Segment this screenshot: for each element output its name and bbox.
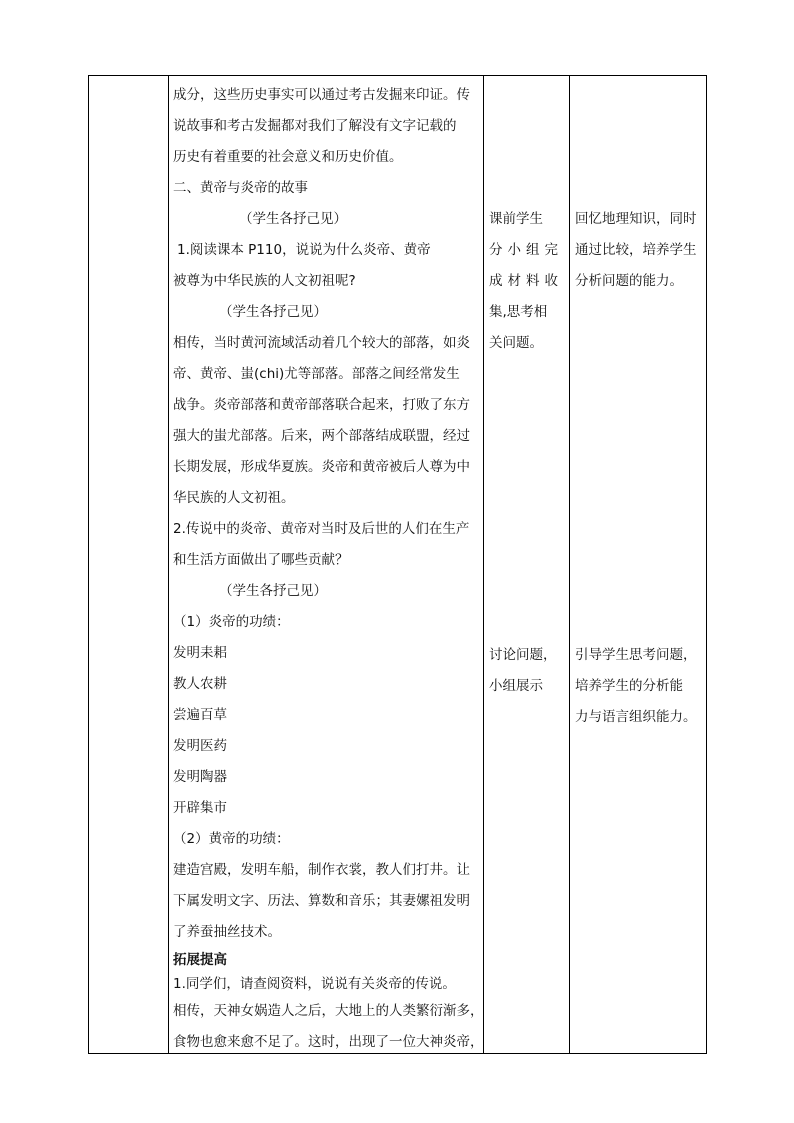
activity-line: 小组展示 (489, 678, 543, 694)
question-line: 和生活方面做出了哪些贡献？ (173, 552, 349, 568)
goal-line: 力与语言组织能力。 (575, 709, 697, 725)
list-item: 教人农耕 (173, 676, 227, 692)
content-line: 相传，天神女娲造人之后，大地上的人类繁衍渐多， (173, 1003, 484, 1019)
section-heading: 拓展提高 (173, 952, 227, 968)
goal-line: 分析问题的能力。 (575, 273, 683, 289)
content-line: 食物也愈来愈不足了。这时，出现了一位大神炎帝， (173, 1034, 484, 1050)
question-line: 1.同学们，请查阅资料，说说有关炎帝的传说。 (173, 976, 456, 992)
content-line: 长期发展，形成华夏族。炎帝和黄帝被后人尊为中 (173, 459, 470, 475)
content-line: 相传，当时黄河流域活动着几个较大的部落，如炎 (173, 335, 470, 351)
content-line: （学生各抒己见） (219, 304, 327, 320)
teaching-content-cell (173, 80, 484, 1058)
subheading: （2）黄帝的功绩： (173, 831, 290, 847)
column-divider (483, 76, 484, 1053)
goal-line: 回忆地理知识，同时 (575, 211, 697, 227)
activity-line: 成材料收 (489, 273, 563, 289)
student-activity-cell (489, 640, 565, 702)
activity-line: 课前学生 (489, 211, 543, 227)
content-line: 战争。炎帝部落和黄帝部落联合起来，打败了东方 (173, 397, 470, 413)
subheading: （1）炎帝的功绩： (173, 614, 290, 630)
column-divider (569, 76, 570, 1053)
lesson-table (88, 75, 707, 1054)
activity-line: 分小组完 (489, 242, 563, 258)
content-line: 华民族的人文初祖。 (173, 490, 295, 506)
section-heading: 二、黄帝与炎帝的故事 (173, 180, 308, 196)
content-line: （学生各抒己见） (239, 211, 347, 227)
goal-line: 通过比较，培养学生 (575, 242, 697, 258)
list-item: 发明耒耜 (173, 645, 227, 661)
content-line: （学生各抒己见） (219, 583, 327, 599)
list-item: 开辟集市 (173, 800, 227, 816)
list-item: 发明陶器 (173, 769, 227, 785)
content-line: 说故事和考古发掘都对我们了解没有文字记载的 (173, 118, 457, 134)
activity-line: 讨论问题， (489, 647, 557, 663)
activity-line: 集,思考相 (489, 304, 548, 320)
column-divider (168, 76, 169, 1053)
question-line: 2.传说中的炎帝、黄帝对当时及后世的人们在生产 (173, 521, 470, 537)
content-line: 下属发明文字、历法、算数和音乐；其妻嫘祖发明 (173, 893, 470, 909)
list-item: 发明医药 (173, 738, 227, 754)
design-intent-cell (575, 640, 705, 733)
content-line: 了养蚕抽丝技术。 (173, 924, 281, 940)
goal-line: 培养学生的分析能 (575, 678, 683, 694)
content-line: 历史有着重要的社会意义和历史价值。 (173, 149, 403, 165)
list-item: 尝遍百草 (173, 707, 227, 723)
content-line: 成分，这些历史事实可以通过考古发掘来印证。传 (173, 87, 470, 103)
question-line: 被尊为中华民族的人文初祖呢? (173, 273, 356, 289)
question-line: 1.阅读课本 P110，说说为什么炎帝、黄帝 (177, 242, 431, 258)
content-line: 建造宫殿，发明车船，制作衣裳，教人们打井。让 (173, 862, 470, 878)
student-activity-cell (489, 204, 565, 359)
goal-line: 引导学生思考问题， (575, 647, 697, 663)
content-line: 强大的蚩尤部落。后来，两个部落结成联盟，经过 (173, 428, 470, 444)
activity-line: 关问题。 (489, 335, 543, 351)
content-line: 帝、黄帝、蚩(chi)尤等部落。部落之间经常发生 (173, 366, 460, 382)
design-intent-cell (575, 204, 705, 297)
